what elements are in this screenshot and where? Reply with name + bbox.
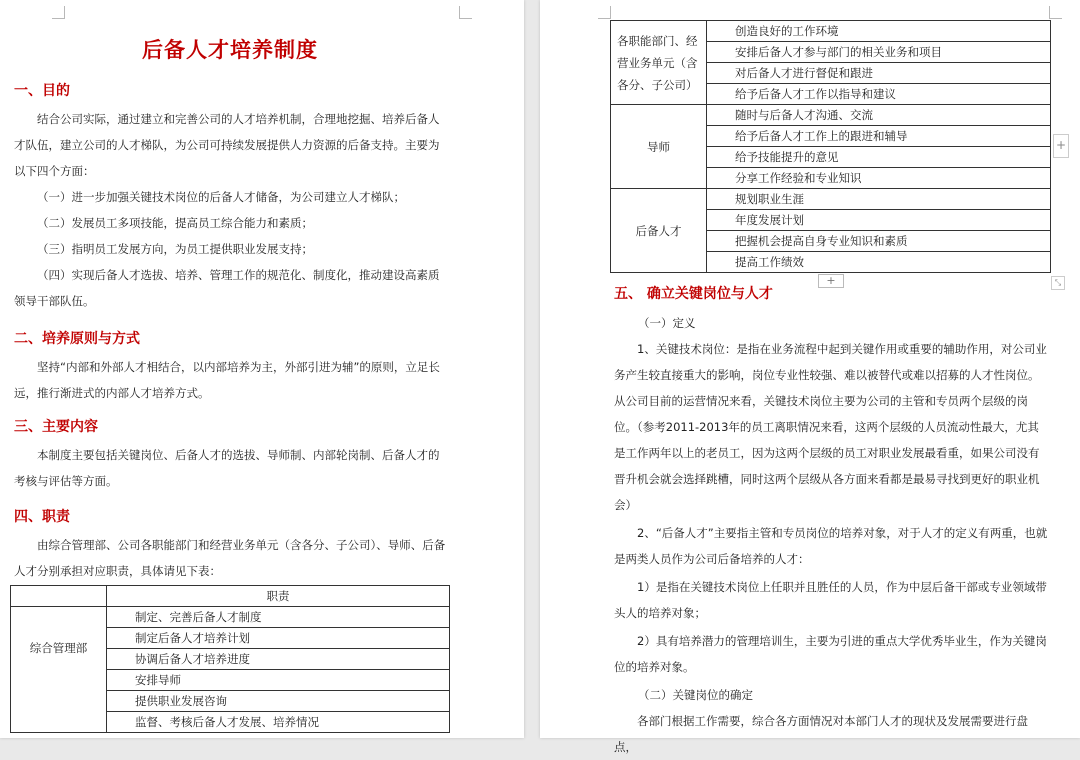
- table-row: [611, 189, 1051, 210]
- document-page-left: [0, 0, 524, 738]
- definition-paragraph: 1、关键技术岗位：是指在业务流程中起到关键作用或重要的辅助作用，对公司业务产生较直接重大的影响，岗位专业性较强、难以被替代或难以招募的人才性岗位。从公司目前的运营情况来看，关键技术岗位主要为公司的主管和专员两个层级的岗位。（参考2011-2013年的员工离职情况来看，这两个层级的人员流动性最大，尤其是工作两年以上的老员工，因为这两个层级的员工对职业发展最看重，如果公司没有晋升机会就会选择跳槽，同时这两个层级从各方面来看都是最易寻找到更好的职业机会）: [614, 342, 1047, 512]
- table-cell: 制定后备人才培养计划: [107, 628, 450, 649]
- section-heading-content: 三、主要内容: [14, 419, 98, 435]
- table-header-duties: 职责: [107, 586, 450, 607]
- table-row: [611, 21, 1051, 42]
- definition-paragraph: 1）是指在关键技术岗位上任职并且胜任的人员，作为中层后备干部或专业领域带头人的培养对象；: [614, 580, 1047, 620]
- table-cell: 提高工作绩效: [707, 252, 1051, 273]
- content-text: 本制度主要包括关键岗位、后备人才的选拔、导师制、内部轮岗制、后备人才的考核与评估等方面。: [14, 448, 440, 488]
- table-cell: [11, 586, 107, 607]
- table-category-cell: 综合管理部: [11, 607, 107, 733]
- document-page-right: [540, 0, 1080, 754]
- duties-text: 由综合管理部、公司各职能部门和经营业务单元（含各分、子公司）、导师、后备人才分别承担对应职责，具体请见下表：: [14, 538, 446, 578]
- table-cell: 协调后备人才培养进度: [107, 649, 450, 670]
- subsection-determination: （二）关键岗位的确定: [638, 688, 753, 702]
- principles-text: 坚持“内部和外部人才相结合，以内部培养为主，外部引进为辅”的原则，立足长远，推行渐进式的内部人才培养方式。: [14, 360, 440, 400]
- table-add-column-button[interactable]: +: [1053, 134, 1069, 158]
- definition-paragraph: 2）具有培养潜力的管理培训生，主要为引进的重点大学优秀毕业生，作为关键岗位的培养对象。: [614, 634, 1047, 674]
- table-cell: 对后备人才进行督促和跟进: [707, 63, 1051, 84]
- table-add-row-button[interactable]: +: [818, 274, 844, 288]
- page-corner-mark: [52, 6, 65, 19]
- section-heading-duties: 四、职责: [14, 509, 70, 525]
- table-cell: 分享工作经验和专业知识: [707, 168, 1051, 189]
- page-corner-mark: [459, 6, 472, 19]
- subsection-definition: （一）定义: [638, 316, 696, 330]
- table-cell: 提供职业发展咨询: [107, 691, 450, 712]
- table-category-cell: 导师: [611, 105, 707, 189]
- table-row: [611, 105, 1051, 126]
- table-resize-handle[interactable]: ⤡: [1051, 276, 1065, 290]
- determination-paragraph: 各部门根据工作需要，综合各方面情况对本部门人才的现状及发展需要进行盘点，: [614, 714, 1028, 754]
- purpose-item: （一）进一步加强关键技术岗位的后备人才储备，为公司建立人才梯队；: [37, 190, 405, 204]
- purpose-item: （三）指明员工发展方向，为员工提供职业发展支持；: [37, 242, 313, 256]
- table-cell: 安排导师: [107, 670, 450, 691]
- duties-table-continued[interactable]: [610, 20, 1051, 273]
- section-heading-principles: 二、培养原则与方式: [14, 331, 140, 347]
- purpose-item: （二）发展员工多项技能，提高员工综合能力和素质；: [37, 216, 313, 230]
- table-cell: 给予后备人才工作以指导和建议: [707, 84, 1051, 105]
- table-cell: 给予后备人才工作上的跟进和辅导: [707, 126, 1051, 147]
- table-category-cell: 各职能部门、经营业务单元（含各分、子公司）: [611, 21, 707, 105]
- table-cell: 年度发展计划: [707, 210, 1051, 231]
- table-cell: 安排后备人才参与部门的相关业务和项目: [707, 42, 1051, 63]
- table-cell: 给予技能提升的意见: [707, 147, 1051, 168]
- table-cell: 制定、完善后备人才制度: [107, 607, 450, 628]
- purpose-item: （四）实现后备人才选拔、培养、管理工作的规范化、制度化，推动建设高素质领导干部队伍。: [14, 268, 440, 308]
- table-row: [11, 586, 450, 607]
- table-cell: 规划职业生涯: [707, 189, 1051, 210]
- section-heading-key-positions: 五、 确立关键岗位与人才: [614, 286, 773, 302]
- duties-table: [10, 585, 450, 733]
- page-corner-mark: [598, 6, 611, 19]
- table-category-cell: 后备人才: [611, 189, 707, 273]
- section-heading-purpose: 一、目的: [14, 83, 70, 99]
- table-cell: 创造良好的工作环境: [707, 21, 1051, 42]
- table-cell: 把握机会提高自身专业知识和素质: [707, 231, 1051, 252]
- table-row: [11, 607, 450, 628]
- page-corner-mark: [1049, 6, 1062, 19]
- table-cell: 随时与后备人才沟通、交流: [707, 105, 1051, 126]
- definition-paragraph: 2、“后备人才”主要指主管和专员岗位的培养对象，对于人才的定义有两重，也就是两类人员作为公司后备培养的人才：: [614, 526, 1048, 566]
- table-cell: 监督、考核后备人才发展、培养情况: [107, 712, 450, 733]
- document-title: 后备人才培养制度: [142, 38, 318, 62]
- purpose-intro: 结合公司实际，通过建立和完善公司的人才培养机制，合理地挖掘、培养后备人才队伍，建立公司的人才梯队，为公司可持续发展提供人力资源的后备支持。主要为以下四个方面：: [14, 112, 440, 178]
